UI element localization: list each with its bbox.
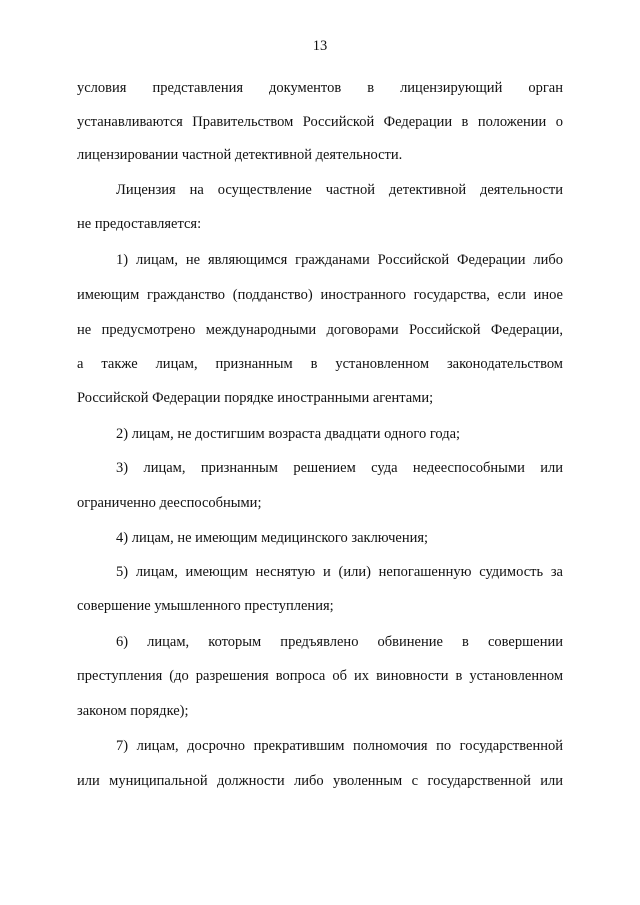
text-line: не предоставляется: [77,216,202,232]
text-line: 6) лицам, которым предъявлено обвинение в совершении [116,634,563,650]
text-line: имеющим гражданство (подданство) иностранного государства, если иное [77,287,563,303]
text-line: 3) лицам, признанным решением суда недееспособными или [116,460,563,476]
page-number: 13 [312,38,328,54]
text-line: не предусмотрено международными договорами Российской Федерации, [77,322,563,338]
text-line: или муниципальной должности либо уволенным с государственной или [77,773,563,789]
text-line: 1) лицам, не являющимся гражданами Российской Федерации либо [116,252,563,268]
text-line: условия представления документов в лицензирующий орган [77,80,563,96]
text-line: законом порядке); [77,703,189,719]
text-line: а также лицам, признанным в установленном законодательством [77,356,563,372]
text-line: Российской Федерации порядке иностранными агентами; [77,390,434,406]
text-line: устанавливаются Правительством Российской Федерации в положении о [77,114,563,130]
text-line: 2) лицам, не достигшим возраста двадцати одного года; [116,426,461,442]
text-line: Лицензия на осуществление частной детективной деятельности [116,182,563,198]
text-line: ограниченно дееспособными; [77,495,262,511]
text-line: совершение умышленного преступления; [77,598,334,614]
text-line: лицензировании частной детективной деятельности. [77,147,403,163]
text-line: 4) лицам, не имеющим медицинского заключения; [116,530,429,546]
text-line: преступления (до разрешения вопроса об их виновности в установленном [77,668,563,684]
text-line: 5) лицам, имеющим неснятую и (или) непогашенную судимость за [116,564,563,580]
text-line: 7) лицам, досрочно прекратившим полномочия по государственной [116,738,563,754]
